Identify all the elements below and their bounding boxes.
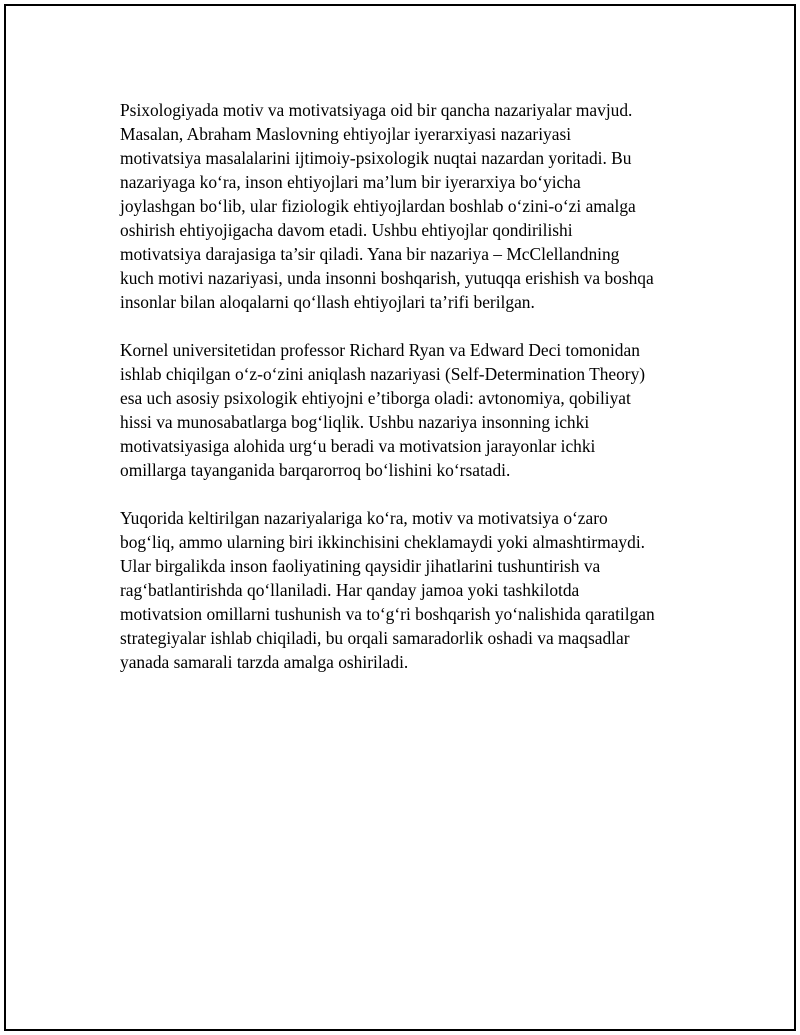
text-line: Kornel universitetidan professor Richard Ryan va Edward Deci tomonidan	[120, 340, 640, 360]
text-line: kuch motivi nazariyasi, unda insonni boshqarish, yutuqqa erishish va boshqa	[120, 268, 654, 288]
text-line: Psixologiyada motiv va motivatsiyaga oid bir qancha nazariyalar mavjud.	[120, 100, 633, 120]
text-line: motivatsiya masalalarini ijtimoiy-psixologik nuqtai nazardan yoritadi. Bu	[120, 148, 632, 168]
text-line: omillarga tayanganida barqarorroq bo‘lishini ko‘rsatadi.	[120, 460, 511, 480]
text-line: yanada samarali tarzda amalga oshiriladi.	[120, 652, 409, 672]
text-line: bog‘liq, ammo ularning biri ikkinchisini cheklamaydi yoki almashtirmaydi.	[120, 532, 646, 552]
text-line: nazariyaga ko‘ra, inson ehtiyojlari ma’lum bir iyerarxiya bo‘yicha	[120, 172, 581, 192]
text-line: motivatsiya darajasiga ta’sir qiladi. Yana bir nazariya – McClellandning	[120, 244, 620, 264]
page-border	[4, 4, 796, 1031]
text-line: motivatsion omillarni tushunish va to‘g‘ri boshqarish yo‘nalishida qaratilgan	[120, 604, 655, 624]
paragraph-2	[120, 338, 710, 482]
text-line: esa uch asosiy psixologik ehtiyojni e’tiborga oladi: avtonomiya, qobiliyat	[120, 388, 631, 408]
text-line: Masalan, Abraham Maslovning ehtiyojlar iyerarxiyasi nazariyasi	[120, 124, 572, 144]
text-line: ishlab chiqilgan o‘z-o‘zini aniqlash nazariyasi (Self-Determination Theory)	[120, 364, 646, 384]
text-line: oshirish ehtiyojigacha davom etadi. Ushbu ehtiyojlar qondirilishi	[120, 220, 573, 240]
text-line: rag‘batlantirishda qo‘llaniladi. Har qanday jamoa yoki tashkilotda	[120, 580, 580, 600]
text-line: hissi va munosabatlarga bog‘liqlik. Ushbu nazariya insonning ichki	[120, 412, 590, 432]
text-line: insonlar bilan aloqalarni qo‘llash ehtiyojlari ta’rifi berilgan.	[120, 292, 535, 312]
document-body	[120, 98, 710, 698]
text-line: strategiyalar ishlab chiqiladi, bu orqali samaradorlik oshadi va maqsadlar	[120, 628, 630, 648]
text-line: Ular birgalikda inson faoliyatining qaysidir jihatlarini tushuntirish va	[120, 556, 601, 576]
paragraph-3	[120, 506, 710, 674]
text-line: Yuqorida keltirilgan nazariyalariga ko‘ra, motiv va motivatsiya o‘zaro	[120, 508, 608, 528]
paragraph-1	[120, 98, 710, 314]
text-line: joylashgan bo‘lib, ular fiziologik ehtiyojlardan boshlab o‘zini-o‘zi amalga	[120, 196, 636, 216]
text-line: motivatsiyasiga alohida urg‘u beradi va motivatsion jarayonlar ichki	[120, 436, 596, 456]
